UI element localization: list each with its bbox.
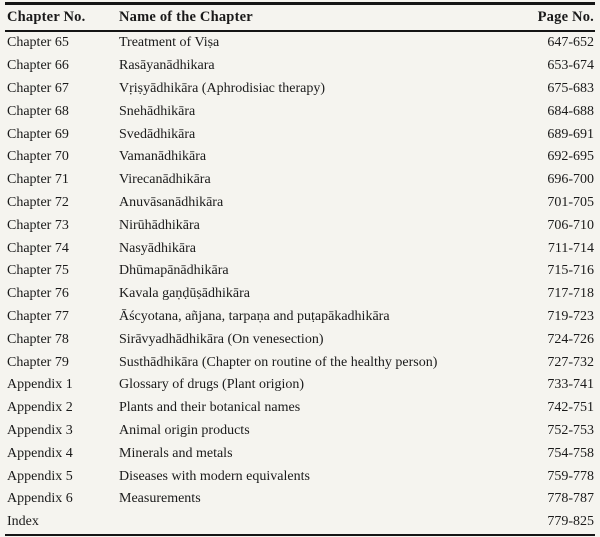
- table-row: [5, 465, 595, 488]
- chapter-name-cell: Minerals and metals: [119, 445, 233, 461]
- chapter-name-cell: Vṛiṣyādhikāra (Aphrodisiac therapy): [119, 80, 326, 96]
- page-no-cell: 706-710: [547, 217, 594, 233]
- chapter-no-cell: Chapter 75: [7, 263, 69, 279]
- chapter-no-cell: Chapter 79: [7, 354, 69, 370]
- chapter-name-cell: Virecanādhikāra: [119, 172, 211, 188]
- chapter-no-cell: Chapter 70: [7, 149, 69, 165]
- chapter-no-cell: Chapter 68: [7, 103, 69, 119]
- chapter-no-cell: Appendix 3: [7, 422, 73, 438]
- table-row: [5, 511, 595, 534]
- page-no-cell: 689-691: [547, 126, 594, 142]
- table-row: [5, 328, 595, 351]
- page-no-cell: 719-723: [547, 308, 594, 324]
- chapter-no-cell: Appendix 2: [7, 400, 73, 416]
- chapter-no-cell: Appendix 4: [7, 445, 73, 461]
- chapter-no-cell: Appendix 6: [7, 491, 73, 507]
- chapter-no-cell: Chapter 78: [7, 331, 69, 347]
- page-no-cell: 733-741: [547, 377, 594, 393]
- chapter-name-cell: Rasāyanādhikara: [119, 58, 215, 74]
- chapter-no-cell: Appendix 5: [7, 468, 73, 484]
- page-no-cell: 752-753: [547, 422, 594, 438]
- chapter-name-cell: Nirūhādhikāra: [119, 217, 200, 233]
- chapter-name-cell: Āścyotana, añjana, tarpaṇa and puṭapākadhikāra: [119, 308, 390, 324]
- table-row: [5, 123, 595, 146]
- table-row: [5, 306, 595, 329]
- chapter-no-cell: Chapter 76: [7, 286, 69, 302]
- table-row: [5, 283, 595, 306]
- table-row: [5, 169, 595, 192]
- chapter-name-cell: Kavala gaṇḍūṣādhikāra: [119, 286, 250, 302]
- page-no-cell: 684-688: [547, 103, 594, 119]
- chapter-no-cell: Chapter 67: [7, 80, 69, 96]
- chapter-name-cell: Glossary of drugs (Plant origion): [119, 377, 305, 393]
- chapter-name-cell: Nasyādhikāra: [119, 240, 196, 256]
- chapter-name-cell: Anuvāsanādhikāra: [119, 194, 224, 210]
- chapter-name-cell: Dhūmapānādhikāra: [119, 263, 229, 279]
- chapter-no-cell: Chapter 74: [7, 240, 69, 256]
- page-no-cell: 742-751: [547, 400, 594, 416]
- chapter-name-cell: Susthādhikāra (Chapter on routine of the healthy person): [119, 354, 438, 370]
- page-no-cell: 692-695: [547, 149, 594, 165]
- chapter-name-cell: Measurements: [119, 491, 201, 507]
- table-row: [5, 442, 595, 465]
- header-chapter-name: Name of the Chapter: [119, 9, 253, 25]
- chapter-no-cell: Chapter 65: [7, 35, 69, 51]
- table-row: [5, 374, 595, 397]
- chapter-no-cell: Chapter 72: [7, 194, 69, 210]
- page-no-cell: 715-716: [547, 263, 594, 279]
- chapter-name-cell: Plants and their botanical names: [119, 400, 301, 416]
- table-header: [5, 5, 595, 32]
- chapter-no-cell: Chapter 77: [7, 308, 69, 324]
- page-no-cell: 754-758: [547, 445, 594, 461]
- page-no-cell: 653-674: [547, 58, 594, 74]
- chapter-no-cell: Appendix 1: [7, 377, 73, 393]
- chapter-no-cell: Chapter 69: [7, 126, 69, 142]
- page-no-cell: 647-652: [547, 35, 594, 51]
- header-chapter-no: Chapter No.: [7, 9, 86, 25]
- table-row: [5, 237, 595, 260]
- page-no-cell: 727-732: [547, 354, 594, 370]
- page-no-cell: 701-705: [547, 194, 594, 210]
- table-row: [5, 397, 595, 420]
- page-no-cell: 696-700: [547, 172, 594, 188]
- chapter-name-cell: Animal origin products: [119, 422, 250, 438]
- contents-table: [5, 2, 595, 536]
- chapter-no-cell: Chapter 71: [7, 172, 69, 188]
- page-no-cell: 717-718: [547, 286, 594, 302]
- page-no-cell: 778-787: [547, 491, 594, 507]
- chapter-name-cell: Treatment of Viṣa: [119, 35, 220, 51]
- page-no-cell: 675-683: [547, 80, 594, 96]
- page-no-cell: 724-726: [547, 331, 594, 347]
- chapter-no-cell: Chapter 73: [7, 217, 69, 233]
- page-no-cell: 759-778: [547, 468, 594, 484]
- table-row: [5, 260, 595, 283]
- table-row: [5, 351, 595, 374]
- chapter-no-cell: Chapter 66: [7, 58, 69, 74]
- table-row: [5, 32, 595, 55]
- table-row: [5, 488, 595, 511]
- table-row: [5, 55, 595, 78]
- table-row: [5, 146, 595, 169]
- table-row: [5, 78, 595, 101]
- header-page-no: Page No.: [537, 9, 594, 25]
- chapter-name-cell: Svedādhikāra: [119, 126, 196, 142]
- page-no-cell: 711-714: [547, 240, 594, 256]
- chapter-name-cell: Sirāvyadhādhikāra (On venesection): [119, 331, 324, 347]
- table-row: [5, 100, 595, 123]
- chapter-no-cell: Index: [7, 514, 39, 530]
- table-row: [5, 214, 595, 237]
- page-no-cell: 779-825: [547, 514, 594, 530]
- table-row: [5, 420, 595, 443]
- chapter-name-cell: Diseases with modern equivalents: [119, 468, 310, 484]
- chapter-name-cell: Snehādhikāra: [119, 103, 196, 119]
- table-row: [5, 192, 595, 215]
- chapter-name-cell: Vamanādhikāra: [119, 149, 207, 165]
